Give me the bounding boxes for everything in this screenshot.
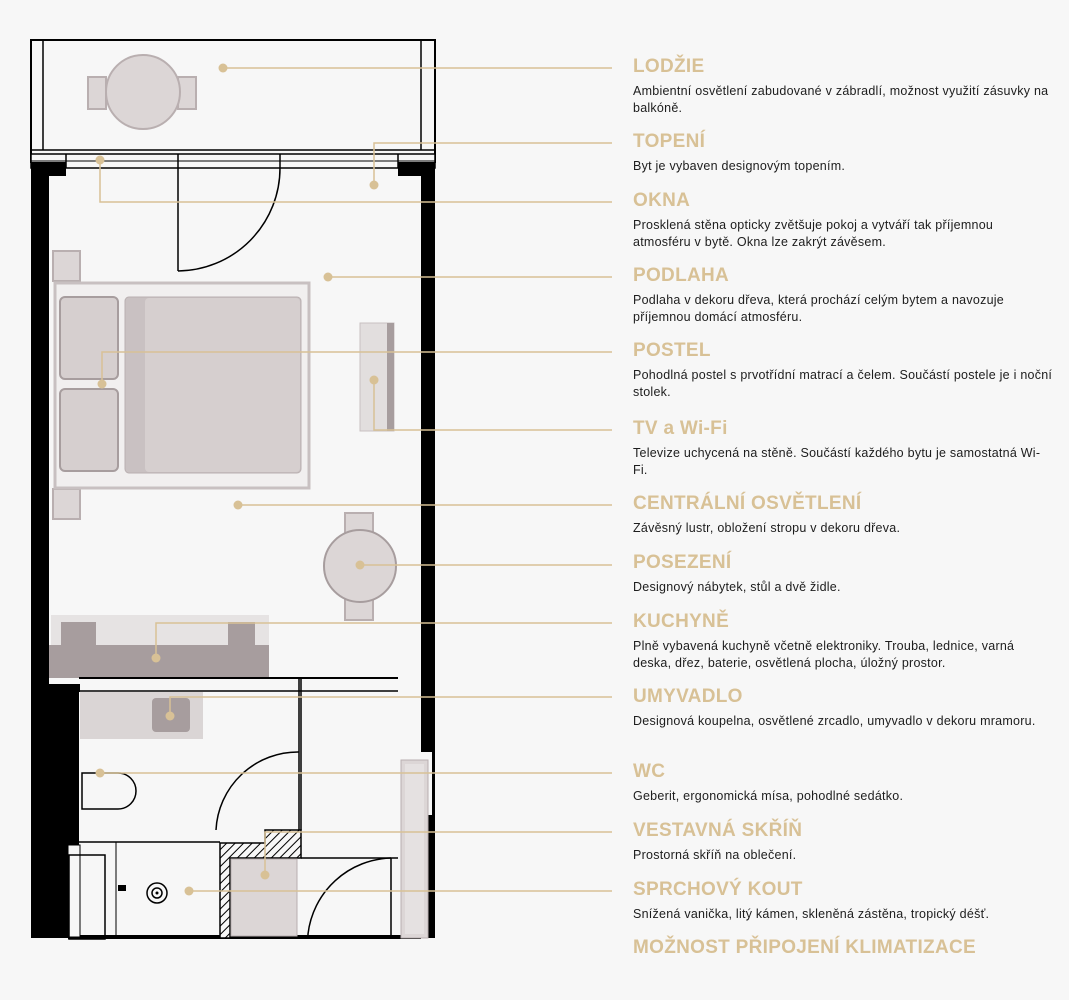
side-cabinet — [401, 760, 428, 938]
feature-description: Televize uchycená na stěně. Součástí každého bytu je samostatná Wi-Fi. — [633, 446, 1041, 477]
feature-umyvadlo — [633, 686, 1053, 730]
feature-title: PODLAHA — [633, 265, 730, 286]
feature-topeni — [633, 131, 1053, 175]
kitchen — [49, 615, 269, 678]
marker-lodzie — [219, 64, 228, 73]
feature-lodzie — [633, 56, 1053, 116]
wardrobe — [220, 830, 301, 938]
leader-vestavna-skrin — [265, 832, 612, 875]
feature-title: KUCHYNĚ — [633, 611, 730, 632]
feature-description: Designová koupelna, osvětlené zrcadlo, umyvadlo v dekoru mramoru. — [633, 714, 1036, 728]
feature-title: LODŽIE — [633, 56, 705, 77]
leader-tv-wifi — [374, 380, 612, 430]
feature-tv-wifi — [633, 418, 1053, 478]
feature-centralni-osvetleni — [633, 493, 1053, 537]
feature-kuchyne — [633, 611, 1053, 671]
feature-okna — [633, 190, 1053, 250]
feature-klimatizace — [633, 937, 1053, 959]
feature-title: TV a Wi-Fi — [633, 418, 728, 439]
feature-description: Plně vybavená kuchyně včetně elektroniky. Trouba, lednice, varná deska, dřez, baterie, osvětlená plocha, úložný prostor. — [633, 639, 1015, 670]
marker-postel — [98, 380, 107, 389]
feature-wc — [633, 761, 1053, 805]
feature-description: Ambientní osvětlení zabudované v zábradlí, možnost využití zásuvky na balkóně. — [633, 84, 1049, 115]
marker-wc — [96, 769, 105, 778]
marker-sprchovy-kout — [185, 887, 194, 896]
feature-title: MOŽNOST PŘIPOJENÍ KLIMATIZACE — [633, 937, 976, 958]
balcony-door — [178, 168, 280, 271]
feature-description: Snížená vanička, litý kámen, skleněná zástěna, tropický déšť. — [633, 907, 990, 921]
feature-sprchovy-kout — [633, 879, 1053, 923]
feature-vestavna-skrin — [633, 820, 1053, 864]
feature-title: UMYVADLO — [633, 686, 743, 707]
feature-postel — [633, 340, 1053, 400]
feature-description: Prosklená stěna opticky zvětšuje pokoj a vytváří tak příjemnou atmosféru v bytě. Okna lze zakrýt závěsem. — [633, 218, 994, 249]
feature-title: WC — [633, 761, 666, 782]
feature-title: POSEZENÍ — [633, 552, 732, 573]
marker-posezeni — [356, 561, 365, 570]
marker-tv-wifi — [370, 376, 379, 385]
feature-description: Geberit, ergonomická mísa, pohodlné sedátko. — [633, 789, 904, 803]
feature-description: Pohodlná postel s prvotřídní matrací a čelem. Součástí postele je i noční stolek. — [633, 368, 1053, 399]
marker-umyvadlo — [166, 712, 175, 721]
feature-description: Byt je vybaven designovým topením. — [633, 159, 846, 173]
feature-description: Podlaha v dekoru dřeva, která prochází celým bytem a navozuje příjemnou domácí atmosféru. — [633, 293, 1004, 324]
feature-title: TOPENÍ — [633, 131, 706, 152]
feature-posezeni — [633, 552, 1053, 596]
marker-vestavna-skrin — [261, 871, 270, 880]
marker-kuchyne — [152, 654, 161, 663]
feature-description: Prostorná skříň na oblečení. — [633, 848, 797, 862]
feature-title: OKNA — [633, 190, 691, 211]
marker-centralni-osvetleni — [234, 501, 243, 510]
feature-description: Designový nábytek, stůl a dvě židle. — [633, 580, 841, 594]
marker-okna — [96, 156, 105, 165]
feature-title: CENTRÁLNÍ OSVĚTLENÍ — [633, 493, 862, 514]
marker-podlaha — [324, 273, 333, 282]
marker-topeni — [370, 181, 379, 190]
loggia-table — [106, 55, 180, 129]
bed — [53, 251, 309, 519]
feature-title: VESTAVNÁ SKŘÍŇ — [633, 820, 803, 841]
feature-description: Závěsný lustr, obložení stropu v dekoru dřeva. — [633, 521, 901, 535]
leader-umyvadlo — [170, 697, 612, 716]
feature-title: POSTEL — [633, 340, 711, 361]
feature-title: SPRCHOVÝ KOUT — [633, 879, 803, 900]
feature-podlaha — [633, 265, 1053, 325]
